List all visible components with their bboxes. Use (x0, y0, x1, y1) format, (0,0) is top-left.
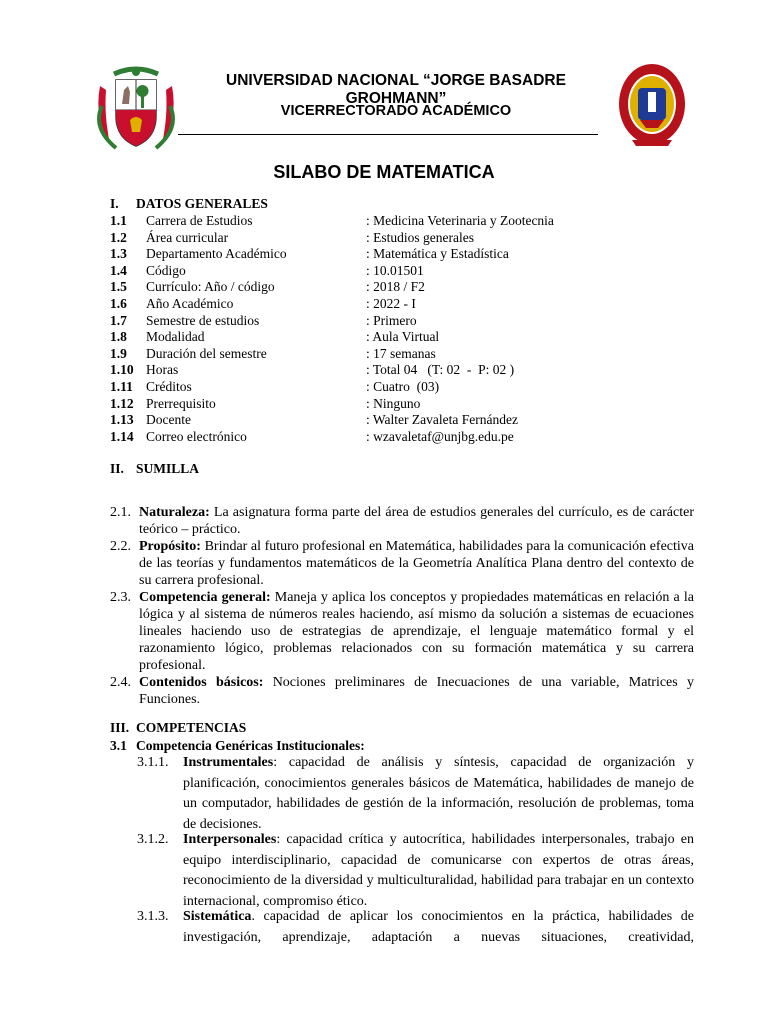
row-value: : Estudios generales (366, 229, 474, 245)
subsection-number: 3.1 (110, 738, 127, 753)
row-number: 1.11 (110, 379, 133, 394)
row-number: 1.10 (110, 362, 134, 378)
item-text: Maneja y aplica los conceptos y propiedades matemáticas en relación a la lógica y al sistema de números reales haciendo, así mismo da solución a sistemas de ecuaciones lineales haciendo uso de estrategias de aprendizaje, el lenguaje matemático formal y el razonamiento lógico, problemas relacionados con su formación matemática y su carrera profesional. (139, 590, 694, 673)
general-data-row (110, 213, 710, 230)
row-number: 1.9 (110, 345, 127, 361)
row-value: : Aula Virtual (366, 329, 440, 345)
row-label: Créditos (146, 379, 192, 394)
item-number: 2.2. (110, 539, 131, 554)
row-label: Código (146, 262, 186, 278)
general-data-row (110, 296, 710, 313)
sumilla-item (110, 538, 694, 589)
row-label: Correo electrónico (146, 428, 247, 444)
row-value: : 2022 - I (366, 296, 416, 311)
header-rule (178, 134, 598, 135)
row-value: : Medicina Veterinaria y Zootecnia (366, 213, 554, 228)
row-number: 1.1 (110, 213, 127, 228)
row-number: 1.5 (110, 279, 127, 295)
competency-item (137, 830, 694, 912)
sumilla-item (110, 589, 694, 674)
row-value: : Matemática y Estadística (366, 246, 509, 262)
row-number: 1.12 (110, 395, 134, 411)
subsection-title: Competencia Genéricas Institucionales: (136, 738, 365, 753)
section-3-heading (110, 720, 247, 736)
item-number: 2.3. (110, 590, 131, 605)
row-label: Prerrequisito (146, 395, 216, 411)
section-1-heading (110, 196, 268, 212)
university-seal-icon (618, 62, 686, 148)
row-number: 1.4 (110, 262, 127, 278)
row-label: Horas (146, 362, 179, 378)
email-value: : wzavaletaf@unjbg.edu.pe (366, 428, 514, 444)
row-label: Año Académico (146, 296, 234, 311)
section-1-number: I. (110, 196, 119, 211)
row-value: : Total 04 (T: 02 - P: 02 ) (366, 362, 515, 378)
item-label: Interpersonales (183, 832, 277, 847)
row-label: Departamento Académico (146, 246, 287, 262)
peru-coat-of-arms-icon (96, 66, 176, 150)
row-value: : Ninguno (366, 395, 421, 411)
row-number: 1.14 (110, 428, 134, 444)
row-value: : 17 semanas (366, 345, 436, 361)
item-number: 2.1. (110, 505, 131, 520)
subsection-3-1-heading (110, 738, 365, 754)
section-2-number: II. (110, 461, 124, 476)
section-3-number: III. (110, 720, 130, 735)
item-text: : capacidad crítica y autocrítica, habilidades interpersonales, trabajo en equipo interdisciplinario, capacidad de comunicarse con expertos de otras áreas, reconocimiento de la diversidad y multiculturalidad, habilidad para trabajar en un contexto internacional, compromiso ético. (183, 832, 694, 909)
row-number: 1.3 (110, 246, 127, 262)
general-data-row (110, 313, 710, 330)
general-data-row (110, 429, 710, 446)
general-data-row (110, 329, 710, 346)
row-number: 1.13 (110, 412, 134, 428)
general-data-row (110, 263, 710, 280)
item-number: 3.1.1. (137, 755, 169, 770)
competency-item (137, 753, 694, 835)
row-label: Carrera de Estudios (146, 213, 253, 228)
item-text: : capacidad de análisis y síntesis, capacidad de organización y planificación, conocimientos generales básicos de Matemática, habilidades de manejo de un computador, habilidades de gestión de la información, resolución de problemas, toma de decisiones. (183, 755, 694, 832)
general-data-row (110, 362, 710, 379)
row-number: 1.8 (110, 329, 127, 345)
sumilla-item (110, 674, 694, 708)
item-label: Contenidos básicos: (139, 675, 264, 690)
row-label: Currículo: Año / código (146, 279, 275, 295)
item-label: Naturaleza: (139, 505, 210, 520)
general-data-row (110, 230, 710, 247)
document-title: SILABO DE MATEMATICA (273, 162, 495, 182)
item-number: 2.4. (110, 675, 131, 690)
general-data-row (110, 279, 710, 296)
general-data-row (110, 246, 710, 263)
row-label: Área curricular (146, 229, 229, 245)
item-number: 3.1.3. (137, 909, 169, 924)
row-label: Docente (146, 412, 191, 428)
item-label: Competencia general: (139, 590, 271, 605)
section-3-title: COMPETENCIAS (136, 720, 247, 735)
general-data-row (110, 412, 710, 429)
item-label: Instrumentales (183, 755, 274, 770)
item-text: . capacidad de aplicar los conocimientos en la práctica, habilidades de investigación, aprendizaje, adaptación a nuevas situaciones, creatividad, (183, 909, 694, 945)
row-label: Modalidad (146, 329, 205, 345)
row-number: 1.6 (110, 296, 127, 311)
row-label: Duración del semestre (146, 345, 267, 361)
row-number: 1.7 (110, 312, 127, 328)
general-data-row (110, 346, 710, 363)
row-label: Semestre de estudios (146, 312, 260, 328)
row-number: 1.2 (110, 229, 127, 245)
item-text: Brindar al futuro profesional en Matemática, habilidades para la comunicación efectiva de las teorías y fundamentos matemáticos de la Geometría Analítica Plana dentro del contexto de su carrera profesional. (139, 539, 694, 588)
row-value: : Primero (366, 312, 417, 328)
sumilla-item (110, 504, 694, 538)
row-value: : Walter Zavaleta Fernández (366, 412, 518, 428)
general-data-row (110, 379, 710, 396)
section-2-title: SUMILLA (136, 461, 200, 476)
vice-rectorate-name: VICERRECTORADO ACADÉMICO (280, 103, 512, 119)
university-name: UNIVERSIDAD NACIONAL “JORGE BASADRE GROHMANN” (226, 72, 566, 107)
row-value: : 2018 / F2 (366, 279, 425, 295)
competency-item (137, 907, 694, 948)
general-data-row (110, 396, 710, 413)
item-text: La asignatura forma parte del área de estudios generales del currículo, es de carácter teórico – práctico. (139, 505, 694, 537)
section-1-title: DATOS GENERALES (136, 196, 268, 211)
row-value: : 10.01501 (366, 262, 424, 278)
item-label: Propósito: (139, 539, 201, 554)
item-label: Sistemática (183, 909, 252, 924)
row-value: : Cuatro (03) (366, 379, 440, 394)
item-number: 3.1.2. (137, 832, 169, 847)
item-text: Nociones preliminares de Inecuaciones de una variable, Matrices y Funciones. (139, 675, 694, 707)
section-2-heading (110, 461, 200, 477)
